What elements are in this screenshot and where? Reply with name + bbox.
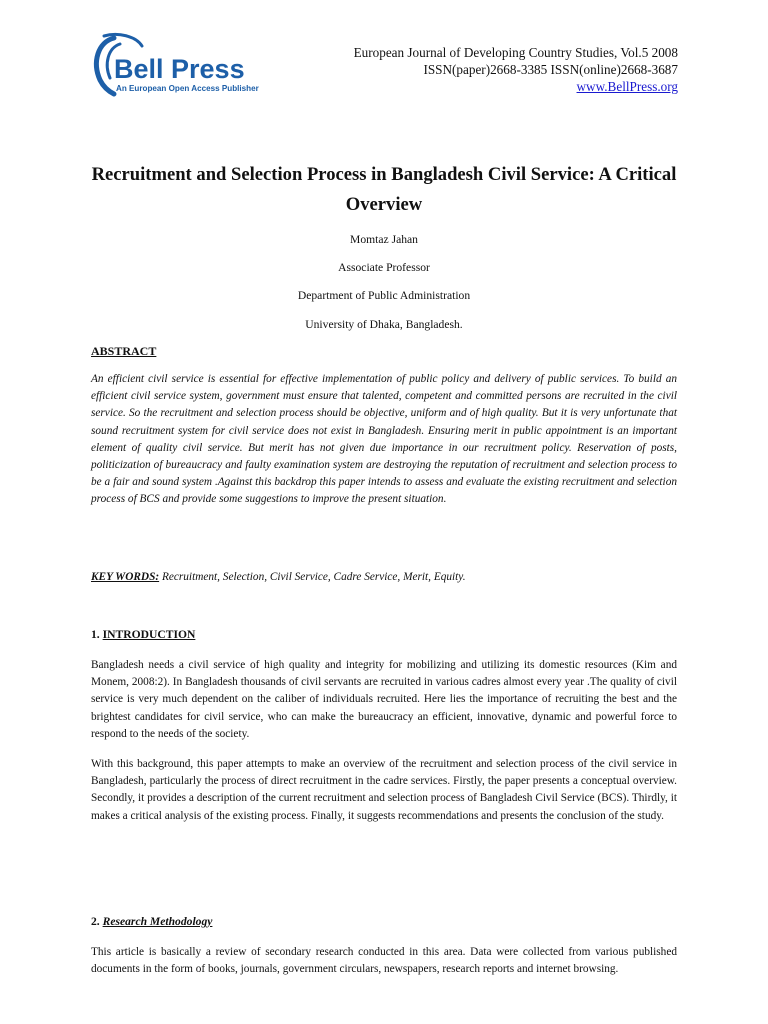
keywords-text: Recruitment, Selection, Civil Service, Cadre Service, Merit, Equity. [161,571,466,583]
keywords [91,570,677,584]
author-position: Associate Professor [338,261,430,274]
journal-line-1: European Journal of Developing Country Studies, Vol.5 2008 [353,45,678,60]
bell-press-logo-icon [90,32,275,98]
introduction-title: INTRODUCTION [102,628,196,641]
publisher-logo [90,32,275,98]
author-name: Momtaz Jahan [350,233,418,246]
introduction-paragraph-2: With this background, this paper attempts to make an overview of the recruitment and selection process of the civil service in Bangladesh, particularly the process of direct recruitment in the cadre services. Firstly, the paper presents a conceptual overview. Secondly, it provides a description of the current recruitment and selection process of Bangladesh Civil Service (BCS). Thirdly, it makes a critical analysis of the existing process. Finally, it suggests recommendations and presents the conclusion of the study. [91,758,677,822]
methodology-number: 2. [91,915,103,928]
keywords-label: KEY WORDS: [91,571,160,583]
methodology-title: Research Methodology [102,915,213,928]
introduction-paragraph-1: Bangladesh needs a civil service of high quality and integrity for mobilizing and utilizing its domestic resources (Kim and Monem, 2008:2). In Bangladesh thousands of civil servants are recruited in various cadres almost every year .The quality of civil service is very much dependent on the caliber of individuals recruited. Here lies the importance of recruiting the best and the brightest candidates for civil service, who can make the bureaucracy an efficient, innovative, dynamic and powerful force to respond to the needs of the society. [91,659,677,740]
abstract-text: An efficient civil service is essential for effective implementation of public policy and delivery of public services. To build an efficient civil service system, government must ensure that talented, competent and committed persons are recruited in the civil service. So the recruitment and selection process should be objective, uniform and of high quality. But it is very unfortunate that sound recruitment system for civil service does not exist in Bangladesh. Ensuring merit in public appointment is an important element of quality civil service. But merit has not given due importance in our recruitment policy. Reservation of posts, politicization of bureaucracy and faulty examination system are destroying the reputation of recruitment and selection process to be a fair and sound system .Against this backdrop this paper intends to assess and evaluate the existing recruitment and selection process of BCS and provide some suggestions to improve the present situation. [91,373,677,506]
author-department: Department of Public Administration [297,289,471,302]
journal-info [354,44,678,95]
journal-issn: ISSN(paper)2668-3385 ISSN(online)2668-3687 [423,62,678,77]
introduction-number: 1. [91,628,103,641]
logo-text: Bell Press [114,54,245,84]
abstract-heading: ABSTRACT [91,344,157,358]
logo-tagline: An European Open Access Publisher [116,84,259,93]
paper-title: Recruitment and Selection Process in Bangladesh Civil Service: A Critical Overview [91,164,677,215]
journal-url-link[interactable]: www.BellPress.org [576,79,678,94]
introduction-heading [91,628,195,642]
author-university: University of Dhaka, Bangladesh. [305,318,463,331]
methodology-paragraph-1: This article is basically a review of secondary research conducted in this area. Data were collected from various published documents in the form of books, journals, government circulars, newspapers, research reports and internet browsing. [91,946,677,976]
methodology-heading [91,915,212,929]
